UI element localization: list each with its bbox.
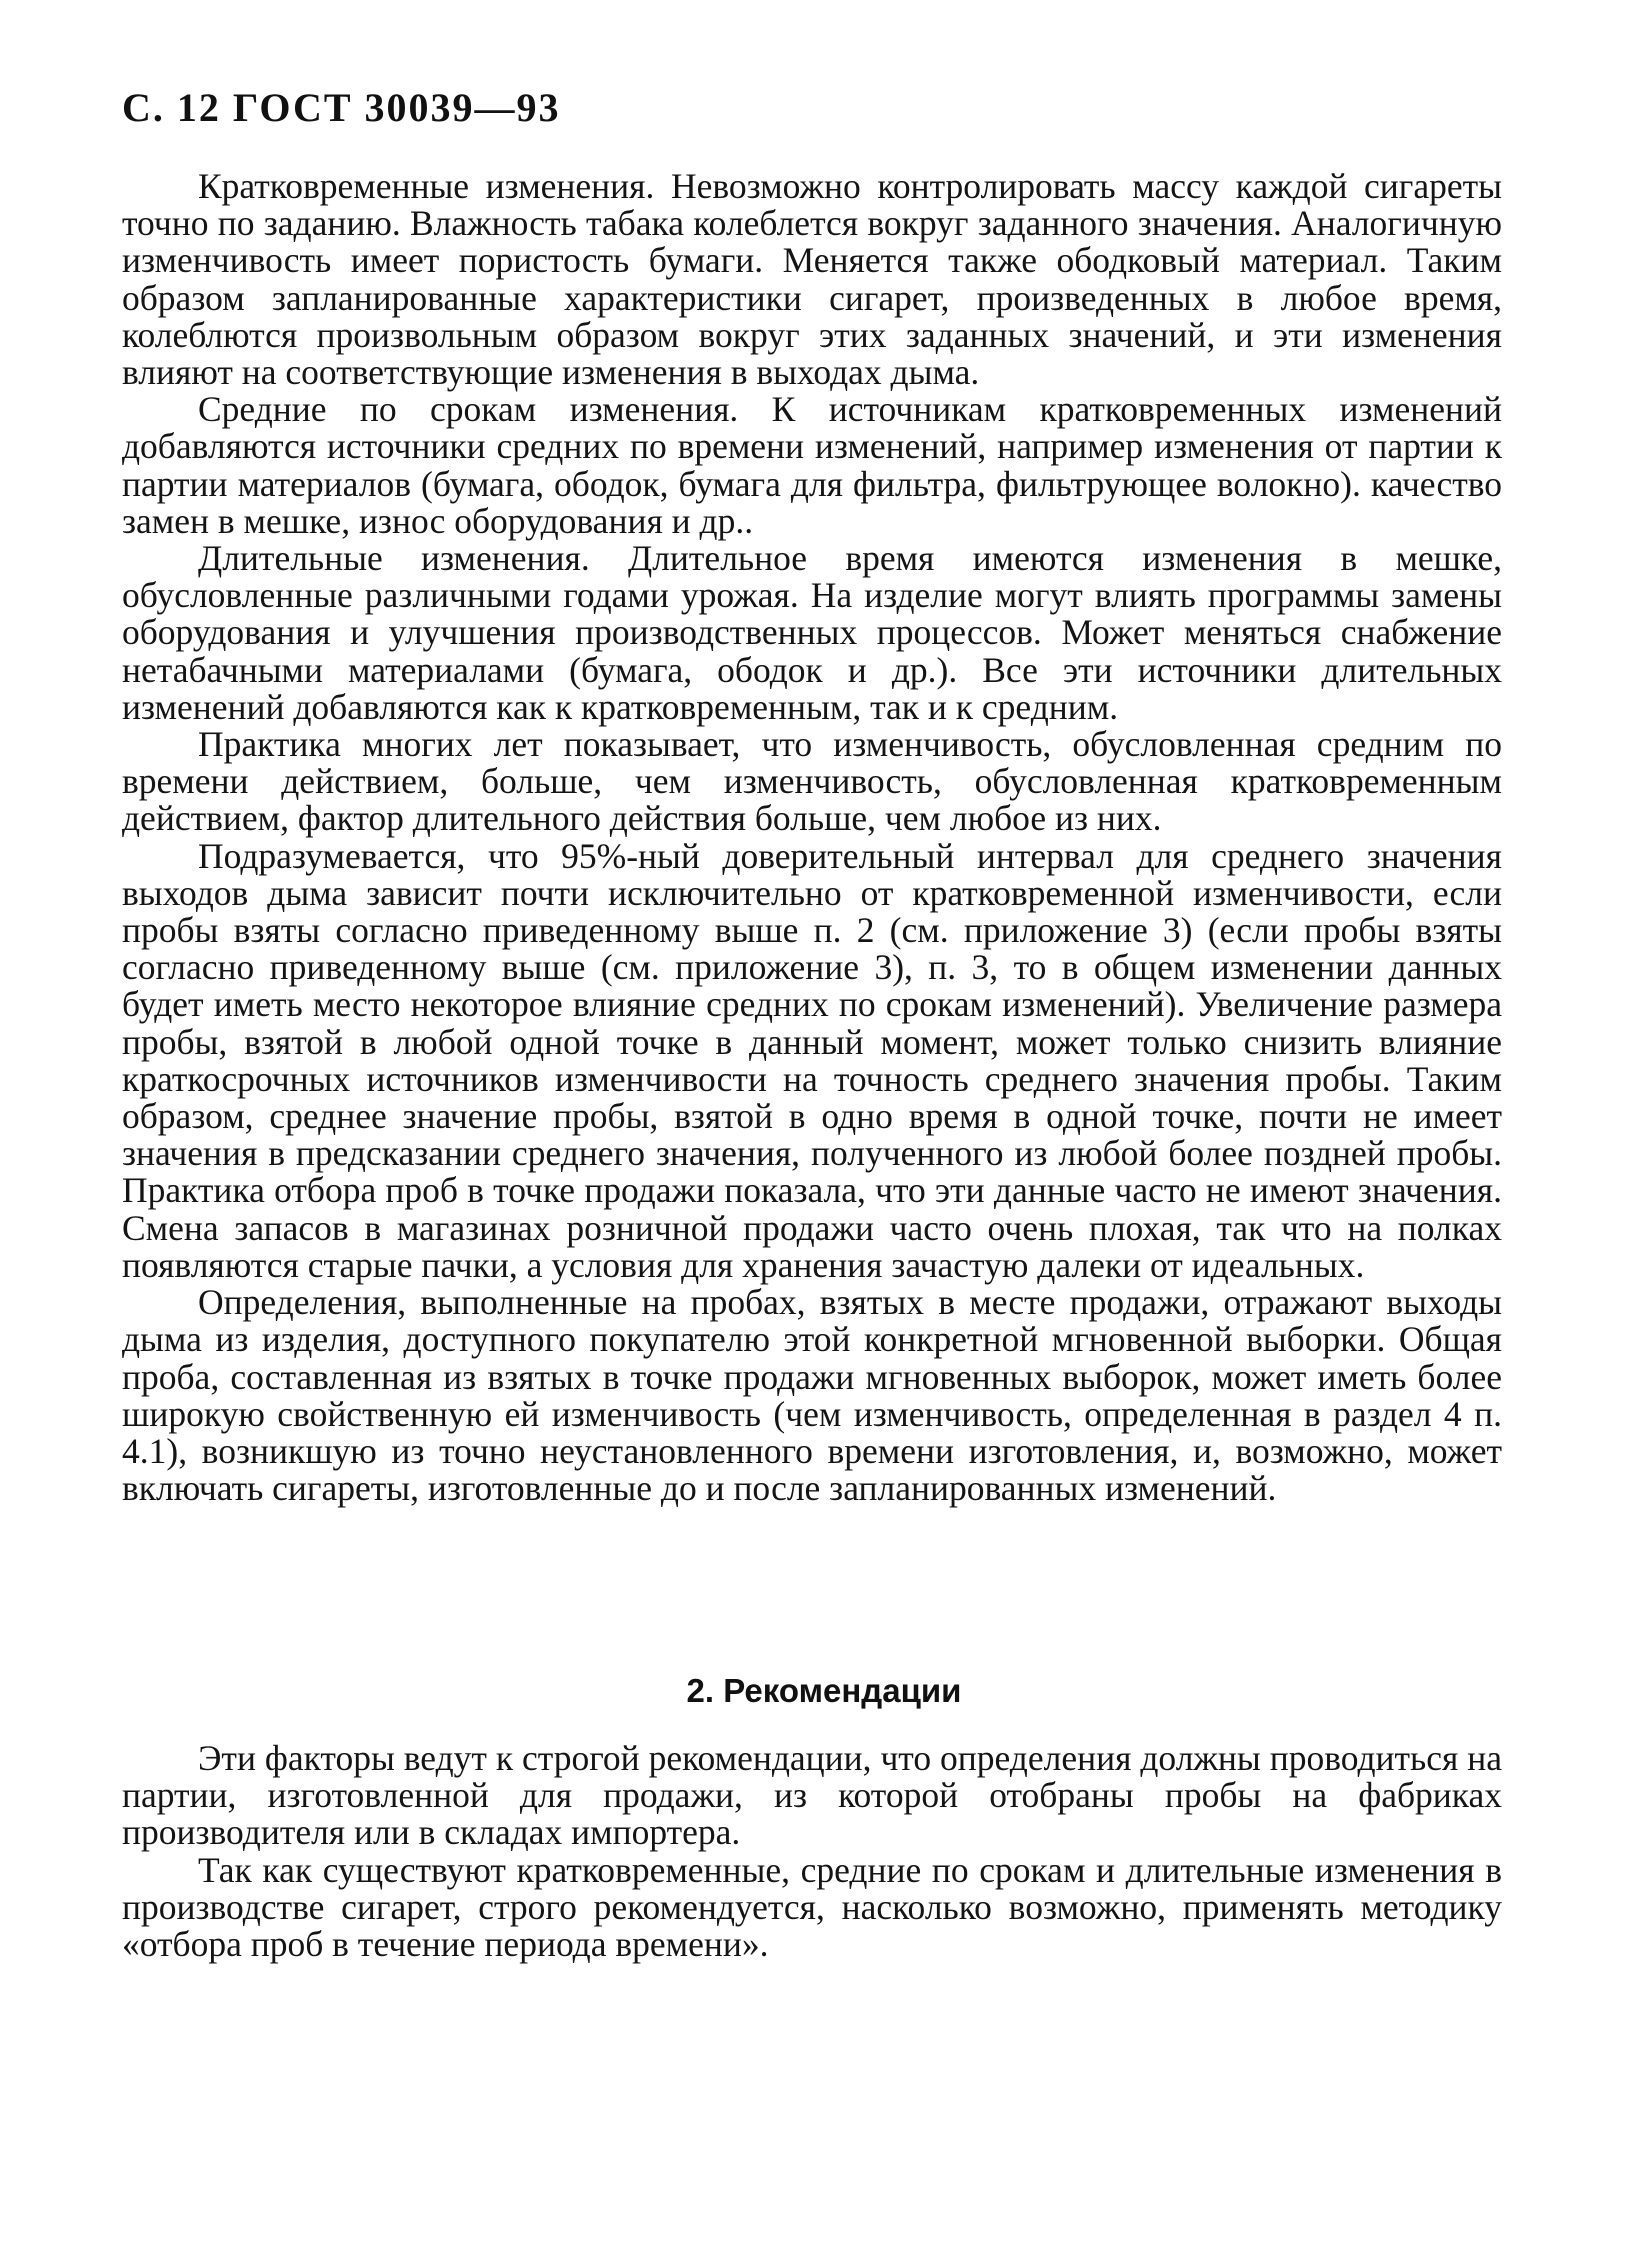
recommendations-text (122, 1740, 1502, 1963)
paragraph-point-of-sale: Определения, выполненные на пробах, взятых в месте продажи, отражают выходы дыма из изделия, доступного покупателю этой конкретной мгновенной выборки. Общая проба, составленная из взятых в точке продажи мгновенных выборок, может иметь более широкую свойственную ей изменчивость (чем изменчивость, определенная в раздел 4 п. 4.1), возникшую из точно неустановленного времени изготовления, и, возможно, может включать сигареты, изготовленные до и после запланированных изменений. (122, 1282, 1502, 1509)
paragraph-confidence-interval: Подразумевается, что 95%-ный доверительный интервал для среднего значения выходов дыма зависит почти исключительно от кратковременной изменчивости, если пробы взяты согласно приведенному выше п. 2 (см. приложение 3) (если пробы взяты согласно приведенному выше (см. приложение 3), п. 3, то в общем изменении данных будет иметь место некоторое влияние средних по срокам изменений). Увеличение размера пробы, взятой в любой одной точке в данный момент, может только снизить влияние краткосрочных источников изменчивости на точность среднего значения пробы. Таким образом, среднее значение пробы, взятой в одно время в одной точке, почти не имеет значения в предсказании среднего значения, полученного из любой более поздней пробы. Практика отбора проб в точке продажи показала, что эти данные часто не имеют значения. Смена запасов в магазинах розничной продажи часто очень плохая, так что на полках появляются старые пачки, а условия для хранения зачастую далеки от идеальных. (122, 835, 1502, 1285)
paragraph-short-term-changes: Кратковременные изменения. Невозможно контролировать массу каждой сигареты точно по заданию. Влажность табака колеблется вокруг заданного значения. Аналогичную изменчивость имеет пористость бумаги. Меняется также ободковый материал. Таким образом запланированные характеристики сигарет, произведенных в любое время, колеблются произвольным образом вокруг этих заданных значений, и эти изменения влияют на соответствующие изменения в выходах дыма. (122, 166, 1502, 393)
paragraph-practice: Практика многих лет показывает, что изменчивость, обусловленная средним по времени действием, больше, чем изменчивость, обусловленная кратковременным действием, фактор длительного действия больше, чем любое из них. (122, 724, 1502, 839)
paragraph-long-term-changes: Длительные изменения. Длительное время имеются изменения в мешке, обусловленные различными годами урожая. На изделие могут влиять программы замены оборудования и улучшения производственных процессов. Может меняться снабжение нетабачными материалами (бумага, ободок и др.). Все эти источники длительных изменений добавляются как к кратковременным, так и к средним. (122, 538, 1502, 727)
section-heading: 2. Рекомендации (686, 1672, 962, 1709)
paragraph-recommendation-2: Так как существуют кратковременные, средние по срокам и длительные изменения в производстве сигарет, строго рекомендуется, насколько возможно, применять методику «отбора проб в течение периода времени». (122, 1849, 1502, 1965)
paragraph-recommendation-1: Эти факторы ведут к строгой рекомендации, что определения должны проводиться на партии, изготовленной для продажи, из которой отобраны пробы на фабриках производителя или в складах импортера. (122, 1738, 1502, 1853)
body-text (122, 168, 1502, 1507)
page-header: С. 12 ГОСТ 30039—93 (122, 85, 561, 130)
paragraph-medium-term-changes: Средние по срокам изменения. К источникам кратковременных изменений добавляются источники средних по времени изменений, например изменения от партии к партии материалов (бумага, ободок, бумага для фильтра, фильтрующее волокно). качество замен в мешке, износ оборудования и др.. (122, 389, 1502, 541)
